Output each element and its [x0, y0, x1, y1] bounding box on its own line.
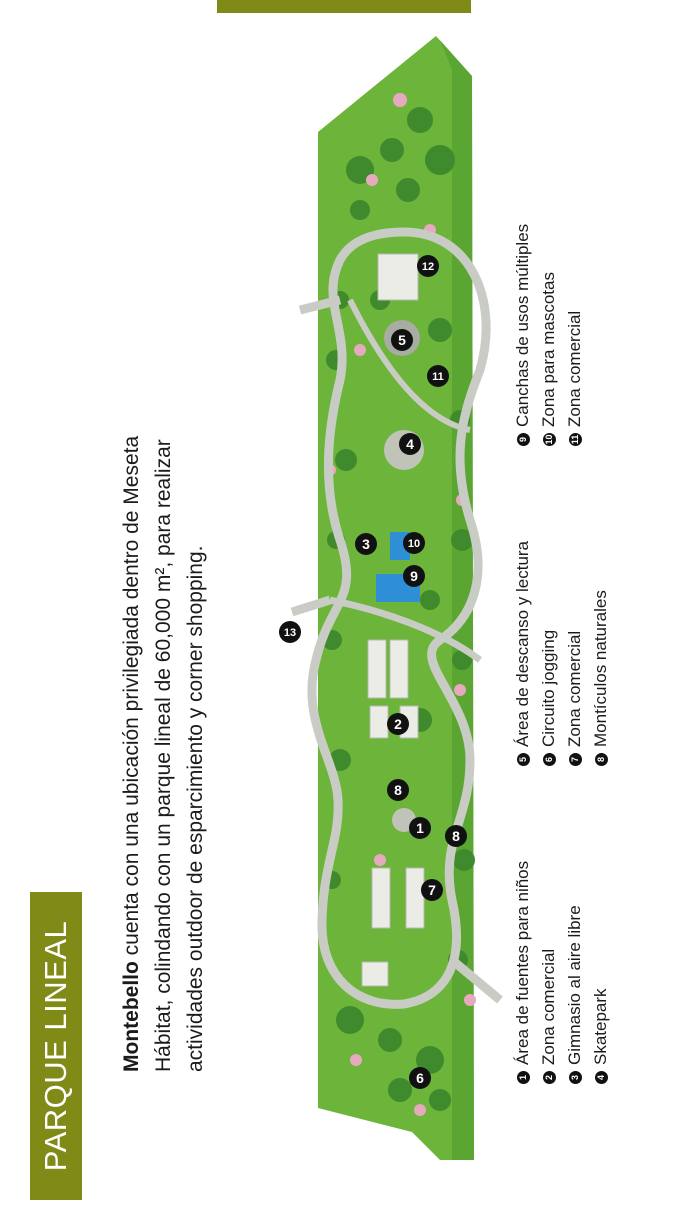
- legend-item: [510, 861, 536, 1084]
- legend-number: 2: [543, 1071, 556, 1084]
- description-line-3: actividades outdoor de esparcimiento y corner shopping.: [184, 545, 207, 1072]
- map-marker-12-label: 12: [421, 261, 435, 273]
- legend-item: [536, 224, 562, 446]
- legend-column-3: [510, 224, 588, 446]
- map-marker-5[interactable]: [391, 329, 413, 351]
- legend-number: 4: [595, 1071, 608, 1084]
- legend-number: 7: [569, 753, 582, 766]
- map-marker-9-label: 9: [410, 568, 418, 584]
- legend-column-1: [510, 861, 614, 1084]
- page-title: PARQUE LINEAL: [38, 920, 73, 1172]
- map-marker-6[interactable]: [409, 1067, 431, 1089]
- map-marker-1-label: 1: [416, 820, 424, 836]
- legend-number: 10: [543, 434, 554, 445]
- brand-name: Montebello: [120, 961, 143, 1072]
- legend-number: 9: [517, 433, 530, 446]
- map-marker-1[interactable]: [409, 817, 431, 839]
- legend-item: [562, 861, 588, 1084]
- legend-item: [562, 224, 588, 446]
- map-marker-9[interactable]: [403, 565, 425, 587]
- legend-label: Área de descanso y lectura: [513, 540, 532, 747]
- legend-column-2: [510, 541, 614, 766]
- map-marker-10-label: 10: [407, 538, 421, 550]
- map-marker-13[interactable]: [279, 621, 301, 643]
- map-marker-4-label: 4: [406, 436, 414, 452]
- legend-item: [588, 541, 614, 766]
- map-marker-13-label: 13: [283, 627, 297, 639]
- legend-label: Canchas de usos múltiples: [513, 223, 532, 427]
- legend-item: [510, 224, 536, 446]
- legend-number: 11: [569, 434, 580, 445]
- description-line-1-rest: cuenta con una ubicación privilegiada dentro de Meseta: [120, 435, 143, 962]
- map-marker-8a[interactable]: [387, 779, 409, 801]
- legend-label: Circuito jogging: [539, 629, 558, 747]
- map-marker-7[interactable]: [421, 879, 443, 901]
- legend-number: 3: [569, 1071, 582, 1084]
- map-marker-7-label: 7: [428, 882, 436, 898]
- legend-label: Gimnasio al aire libre: [565, 905, 584, 1065]
- map-marker-2-label: 2: [394, 716, 402, 732]
- map-marker-3-label: 3: [362, 536, 370, 552]
- legend-item: [588, 861, 614, 1084]
- map-marker-8a-label: 8: [394, 782, 402, 798]
- map-marker-5-label: 5: [398, 332, 406, 348]
- map-marker-2[interactable]: [387, 713, 409, 735]
- map-marker-10[interactable]: [403, 532, 425, 554]
- map-marker-3[interactable]: [355, 533, 377, 555]
- legend-number: 1: [517, 1071, 530, 1084]
- map-marker-11-label: 11: [432, 371, 444, 383]
- legend-label: Montículos naturales: [591, 590, 610, 747]
- map-marker-8b-label: 8: [452, 828, 460, 844]
- legend-number: 6: [543, 753, 556, 766]
- legend-label: Área de fuentes para niños: [513, 860, 532, 1065]
- map-marker-6-label: 6: [416, 1070, 424, 1086]
- legend-label: Zona comercial: [565, 310, 584, 427]
- legend-number: 8: [595, 753, 608, 766]
- map-marker-11[interactable]: [427, 365, 449, 387]
- map-marker-12[interactable]: [417, 255, 439, 277]
- legend-item: [536, 541, 562, 766]
- description-line-2: Hábitat, colindando con un parque lineal de 60,000 m², para realizar: [152, 439, 175, 1072]
- legend-label: Zona comercial: [539, 948, 558, 1065]
- legend-item: [536, 861, 562, 1084]
- legend-item: [510, 541, 536, 766]
- legend-number: 5: [517, 753, 530, 766]
- legend-label: Zona comercial: [565, 630, 584, 747]
- legend-label: Zona para mascotas: [539, 272, 558, 427]
- legend-label: Skatepark: [591, 988, 610, 1065]
- map-marker-8b[interactable]: [445, 825, 467, 847]
- legend-item: [562, 541, 588, 766]
- map-marker-4[interactable]: [399, 433, 421, 455]
